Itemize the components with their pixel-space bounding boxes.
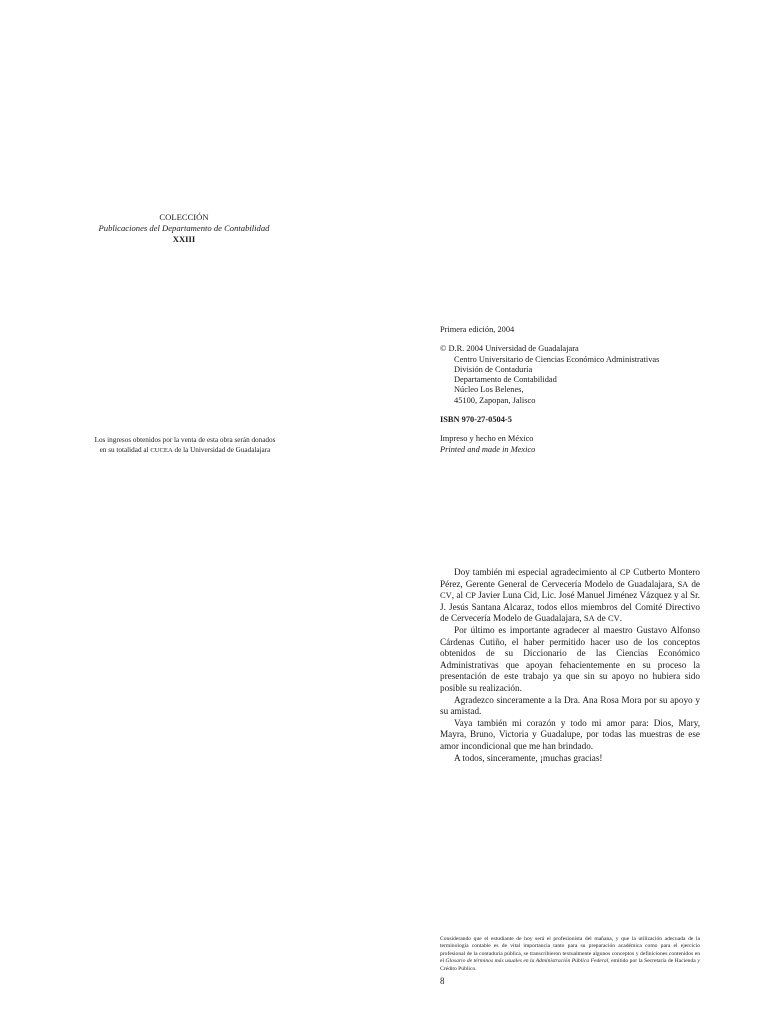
ack-text: Cutberto Montero Pérez, Gerente General de Cervecería Modelo de Guadalajara, — [440, 567, 700, 589]
ack-text: . — [619, 613, 622, 624]
ack-text: Doy también mi especial agradecimiento al — [454, 567, 620, 577]
collection-series: Publicaciones del Departamento de Contabilidad — [98, 223, 270, 233]
donation-text-end: de la Universidad de Guadalajara — [172, 445, 271, 454]
ack-paragraph-5: A todos, sinceramente, ¡muchas gracias! — [454, 752, 603, 763]
ack-sa: SA — [583, 613, 595, 624]
collection-volume: XXIII — [172, 234, 196, 244]
printed-spanish: Impreso y hecho en México — [440, 434, 534, 444]
donation-cucea: CUCEA — [150, 446, 173, 454]
footnote-text-end: , emitido por la Secretaría de Hacienda y Crédito Público. — [440, 958, 701, 972]
publisher-line: Departamento de Contabilidad — [454, 375, 557, 385]
ack-sa: SA — [677, 578, 689, 589]
publisher-line: Centro Universitario de Ciencias Económico Administrativas — [454, 354, 660, 364]
donation-line-1: Los ingresos obtenidos por la venta de esta obra serán donados — [94, 436, 276, 444]
page-number: 8 — [440, 976, 445, 986]
isbn: ISBN 970-27-0504-5 — [440, 415, 512, 425]
collection-heading: COLECCIÓN — [159, 212, 209, 222]
donation-text: en su totalidad al — [99, 445, 151, 454]
edition-line: Primera edición, 2004 — [440, 325, 515, 334]
printed-english: Printed and made in Mexico — [440, 444, 536, 454]
ack-cp: CP — [619, 567, 631, 577]
ack-text: Javier Luna Cid, Lic. José Manuel Jiménez Vázquez y al Sr. J. Jesús Santana Alcaraz, todos ellos miembros del Comité Directivo de Cervecería Modelo de Guadalajara, — [440, 590, 700, 624]
ack-paragraph-4: Vaya también mi corazón y todo mi amor para: Dios, Mary, Mayra, Bruno, Victoria y Guadalupe, por todas las muestras de ese amor incondicional que me han brindado. — [440, 717, 700, 751]
collection-block — [84, 212, 284, 245]
footnote-glossary-title: Glosario de términos más usuales en la Administración Pública Federal — [445, 958, 609, 965]
ack-text: de — [688, 578, 700, 589]
acknowledgements — [440, 567, 700, 764]
publisher-line: Núcleo Los Belenes, — [454, 385, 524, 395]
donation-line-2 — [60, 446, 310, 456]
ack-text: , al — [451, 590, 466, 601]
copyright-line: © D.R. 2004 Universidad de Guadalajara — [440, 344, 579, 354]
publisher-line: 45100, Zapopan, Jalisco — [454, 395, 536, 405]
footnote-text: Considerando que el estudiante de hoy será el profesionista del mañana, y que la utilización adecuada de la terminología contable es de vital importancia tanto para su preparación académica como para el ejercicio profesional de la contaduría pública, se transcribieron textualmente algunos conceptos y definiciones contenidos en el — [440, 936, 700, 965]
ack-paragraph-3: Agradezco sinceramente a la Dra. Ana Rosa Mora por su apoyo y su amistad. — [440, 694, 700, 717]
publisher-line: División de Contaduría — [454, 364, 533, 374]
ack-cv: CV — [607, 613, 620, 624]
ack-paragraph-2: Por último es importante agradecer al maestro Gustavo Alfonso Cárdenas Cutiño, el haber permitido hacer uso de los conceptos obtenidos de su Diccionario de las Ciencias Económico Administrativas que apoyan fehacientemente en su proceso la presentación de este trabajo ya que sin su apoyo no hubiera sido posible su realización. — [440, 624, 700, 693]
ack-paragraph-1 — [440, 567, 700, 625]
donation-note — [60, 436, 310, 455]
footnote — [440, 936, 700, 973]
ack-cv: CV — [440, 590, 452, 601]
copyright-block — [440, 325, 700, 455]
ack-cp: CP — [465, 590, 476, 601]
ack-text: de — [594, 613, 608, 624]
